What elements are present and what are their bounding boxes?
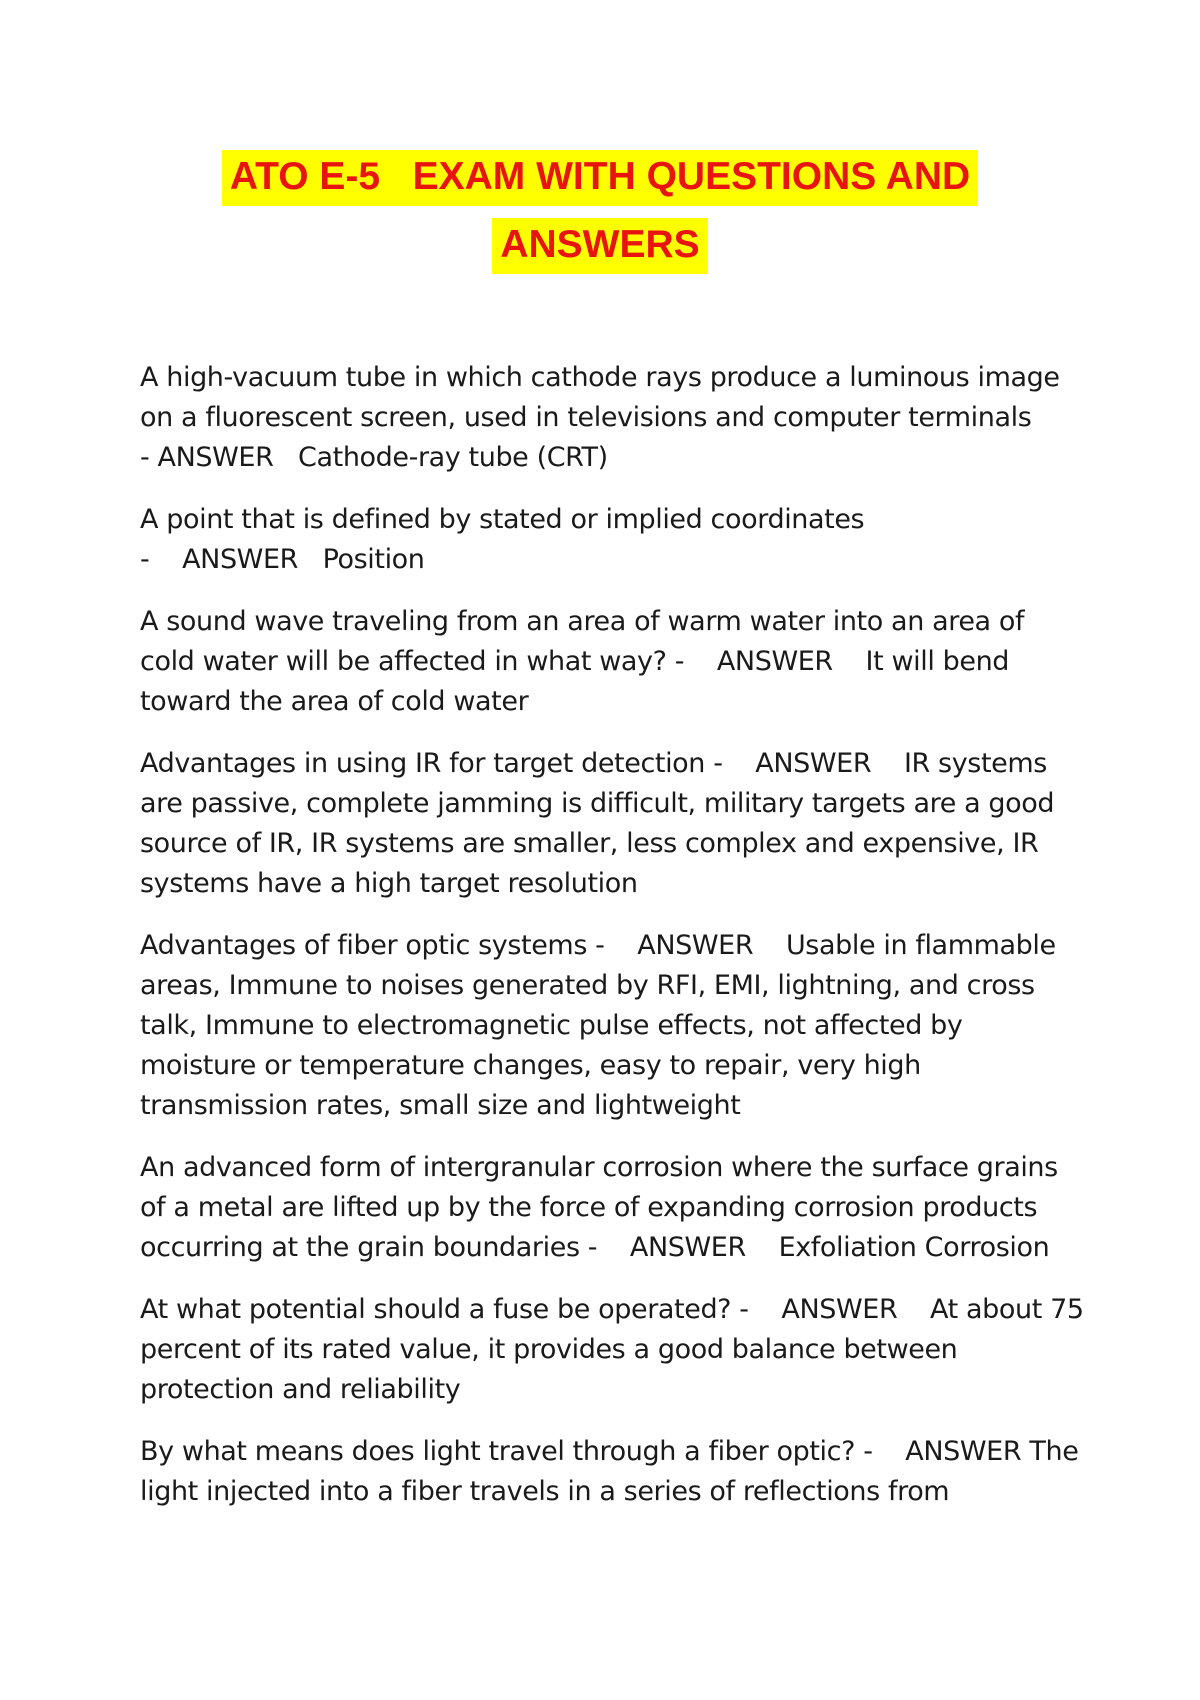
question-text: An advanced form of intergranular corrosion where the surface grains of a metal are lifted up by the force of expanding corrosion products occurring at the grain boundaries - [140, 1152, 1067, 1263]
question-text: A point that is defined by stated or implied coordinates - [140, 504, 873, 575]
answer-text: The light injected into a fiber travels in a series of reflections from [140, 1436, 1087, 1507]
answer-label: ANSWER [905, 1436, 1022, 1467]
qa-item [140, 1290, 1092, 1410]
qa-item [140, 744, 1085, 904]
question-text: Advantages of fiber optic systems - [140, 930, 605, 961]
qa-item [140, 602, 1085, 722]
qa-list [140, 358, 1092, 1534]
answer-label: ANSWER [781, 1294, 898, 1325]
answer-label: ANSWER [182, 544, 299, 575]
qa-item [140, 1148, 1085, 1268]
answer-text: Exfoliation Corrosion [778, 1232, 1050, 1263]
answer-text: IR systems are passive, complete jamming is difficult, military targets are a good source of IR, IR systems are smaller, less complex and expensive, IR systems have a high target resolution [140, 748, 1063, 899]
qa-item [140, 926, 1085, 1126]
answer-label: ANSWER [755, 748, 872, 779]
answer-text: It will bend toward the area of cold water [140, 646, 1018, 717]
question-text: At what potential should a fuse be operated? - [140, 1294, 749, 1325]
answer-text: Usable in flammable areas, Immune to noises generated by RFI, EMI, lightning, and cross talk, Immune to electromagnetic pulse effects, not affected by moisture or temperature changes, easy to repair, very high transmission rates, small size and lightweight [140, 930, 1064, 1121]
answer-text: Position [322, 544, 425, 575]
title-line-2: ANSWERS [492, 218, 707, 274]
question-text: Advantages in using IR for target detection - [140, 748, 723, 779]
qa-item [140, 500, 1085, 580]
answer-text: At about 75 percent of its rated value, it provides a good balance between protection and reliability [140, 1294, 1092, 1405]
qa-item [140, 1432, 1085, 1512]
answer-label: ANSWER [629, 1232, 746, 1263]
answer-label: ANSWER [157, 442, 274, 473]
answer-label: ANSWER [637, 930, 754, 961]
document-title [0, 150, 1200, 274]
answer-text: Cathode-ray tube (CRT) [298, 442, 608, 473]
qa-item [140, 358, 1085, 478]
title-line-1: ATO E-5 EXAM WITH QUESTIONS AND [222, 150, 978, 206]
question-text: A sound wave traveling from an area of warm water into an area of cold water will be affected in what way? - [140, 606, 1033, 677]
question-text: A high-vacuum tube in which cathode rays produce a luminous image on a fluorescent screen, used in televisions and computer terminals - [140, 362, 1068, 473]
question-text: By what means does light travel through a fiber optic? - [140, 1436, 873, 1467]
answer-label: ANSWER [716, 646, 833, 677]
